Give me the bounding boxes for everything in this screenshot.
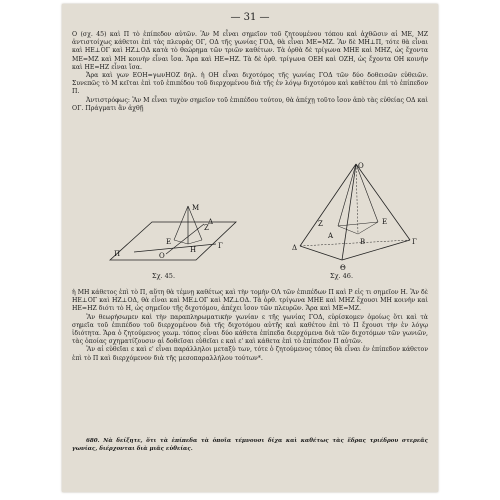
exercise-text: Νὰ δείξητε, ὅτι τὰ ἐπίπεδα τὰ ὁποῖα τέμνουσι δίχα καὶ καθέτως τὰς ἕδρας τριέδρου στερεᾶς γωνίας, διέρχονται διὰ μιᾶς εὐθείας.	[72, 438, 428, 453]
fig46-label-a: Α	[328, 232, 334, 240]
exercise-paragraph	[72, 437, 428, 453]
paragraph: Ο (σχ. 45) καὶ Π τὸ ἐπίπεδον αὐτῶν. Ἂν Μ εἶναι σημεῖον τοῦ ζητουμένου τόπου καὶ ἀχθῶσιν αἱ ΜΕ, ΜΖ ἀντιστοίχως κάθετοι ἐπὶ τὰς πλευρὰς ΟΓ, ΟΔ τῆς γωνίας ΓΟΔ, θὰ εἶναι ΜΕ=ΜΖ. Ἂν δὲ ΜΗ⊥Π, τότε θὰ εἶναι καὶ ΗΕ⊥ΟΓ καὶ ΗΖ⊥ΟΔ κατὰ τὸ θεώρημα τῶν τριῶν καθέτων. Τὰ ὀρθὰ δὲ τρίγωνα ΜΗΕ καὶ ΜΗΖ, ὡς ἔχοντα ΜΕ=ΜΖ καὶ ΜΗ κοινὴν εἶναι ἴσα. Ἄρα καὶ ΗΕ=ΗΖ. Τὰ δὲ ὀρθ. τρίγωνα ΟΕΗ καὶ ΟΖΗ, ὡς ἔχοντα ΟΗ κοινὴν καὶ ΗΕ=ΗΖ εἶναι ἴσα.	[72, 31, 428, 71]
figure-46-caption: Σχ. 46.	[330, 272, 354, 280]
fig45-label-z: Ζ	[204, 224, 209, 232]
paragraph: Ἂν αἱ εὐθεῖαι ε καὶ ε' εἶναι παράλληλοι μεταξὺ των, τότε ὁ ζητούμενος τόπος θὰ εἶναι ἐν ἐπίπεδον κάθετον ἐπὶ τὸ Π καὶ διερχόμενον διὰ τῆς μεσοπαραλλήλου τούτων*.	[72, 346, 428, 362]
fig45-label-e: Ε	[166, 238, 172, 246]
paragraph: ἡ ΜΗ κάθετος ἐπὶ τὸ Π, αὕτη θὰ τέμνῃ καθέτως καὶ τὴν τομὴν ΟΛ τῶν ἐπιπέδων Π καὶ Ρ εἰς τι σημεῖον Η. Ἂν δὲ ΗΕ⊥ΟΓ καὶ ΗΖ⊥ΟΔ, θὰ εἶναι καὶ ΜΕ⊥ΟΓ καὶ ΜΖ⊥ΟΔ. Τὰ ὀρθ. τρίγωνα ΜΗΕ καὶ ΜΗΖ ἔχουσι ΜΗ κοινὴν καὶ ΗΕ=ΗΖ διότι τὸ Η, ὡς σημεῖον τῆς διχοτόμου, ἀπέχει ἴσον τῶν πλευρῶν. Ἄρα καὶ ΜΕ=ΜΖ.	[72, 289, 428, 313]
exercise-number: 680.	[86, 438, 100, 444]
exercise-block	[72, 437, 428, 453]
fig46-label-b: Β	[360, 238, 366, 246]
fig45-label-o: Ο	[159, 252, 165, 260]
paragraph: Ἀντιστρόφως: Ἂν Μ εἶναι τυχὸν σημεῖον τοῦ ἐπιπέδου τούτου, θὰ ἀπέχῃ τοῦτο ἴσον ἀπὸ τὰς εὐθείας ΟΔ καὶ ΟΓ. Πράγματι ἂν ἀχθῇ	[72, 96, 428, 112]
text-block-middle	[72, 289, 428, 363]
fig46-label-o: Ο	[358, 162, 364, 170]
fig45-label-d: Δ	[208, 218, 214, 226]
fig46-label-th: Θ	[340, 264, 346, 272]
fig46-label-g: Γ	[412, 238, 417, 246]
text-block-top	[72, 31, 428, 113]
fig45-label-g: Γ	[218, 242, 223, 250]
paragraph: Ἂν θεωρήσωμεν καὶ τὴν παραπληρωματικὴν γωνίαν ε τῆς γωνίας ΓΟΔ, εὑρίσκομεν ὁμοίως ὅτι καὶ τὰ σημεῖα τοῦ ἐπιπέδου τοῦ διερχομένου διὰ τῆς διχοτόμου αὐτῆς καὶ καθέτου ἐπὶ τὸ Π ἔχουσι τὴν ἐν λόγῳ ἰδιότητα. Ἄρα ὁ ζητούμενος γεωμ. τόπος εἶναι δύο κάθετα ἐπίπεδα διερχόμενα διὰ τῶν διχοτόμων τῶν γωνιῶν, τὰς ὁποίας σχηματίζουσιν αἱ δοθεῖσαι εὐθεῖαι ε καὶ ε' καὶ κάθετα ἐπὶ τὸ ἐπίπεδον Π αὐτῶν.	[72, 313, 428, 346]
figure-45-caption: Σχ. 45.	[152, 272, 176, 280]
page-number: — 31 —	[230, 12, 270, 23]
fig45-label-h: Η	[190, 246, 197, 254]
figure-45-diagram	[104, 200, 244, 270]
fig46-label-d: Δ	[292, 244, 298, 252]
book-page	[62, 4, 438, 492]
fig45-label-p: Π	[114, 250, 121, 258]
fig46-label-e: Ε	[382, 218, 388, 226]
figure-46-diagram	[278, 160, 428, 274]
fig45-label-m: Μ	[192, 204, 200, 212]
fig46-label-z: Ζ	[318, 220, 323, 228]
paragraph: Ἄρα καὶ γων ΕΟΗ=γωνΗΟΖ δηλ. ἡ ΟΗ εἶναι διχοτόμος τῆς γωνίας ΓΟΔ τῶν δύο δοθεισῶν εὐθειῶν. Συνεπῶς τὸ Μ κεῖται ἐπὶ τοῦ ἐπιπέδου τοῦ διερχομένου διὰ τῆς ἐν λόγῳ διχοτόμου καὶ καθέτου ἐπὶ τὸ ἐπίπεδον Π.	[72, 72, 428, 96]
